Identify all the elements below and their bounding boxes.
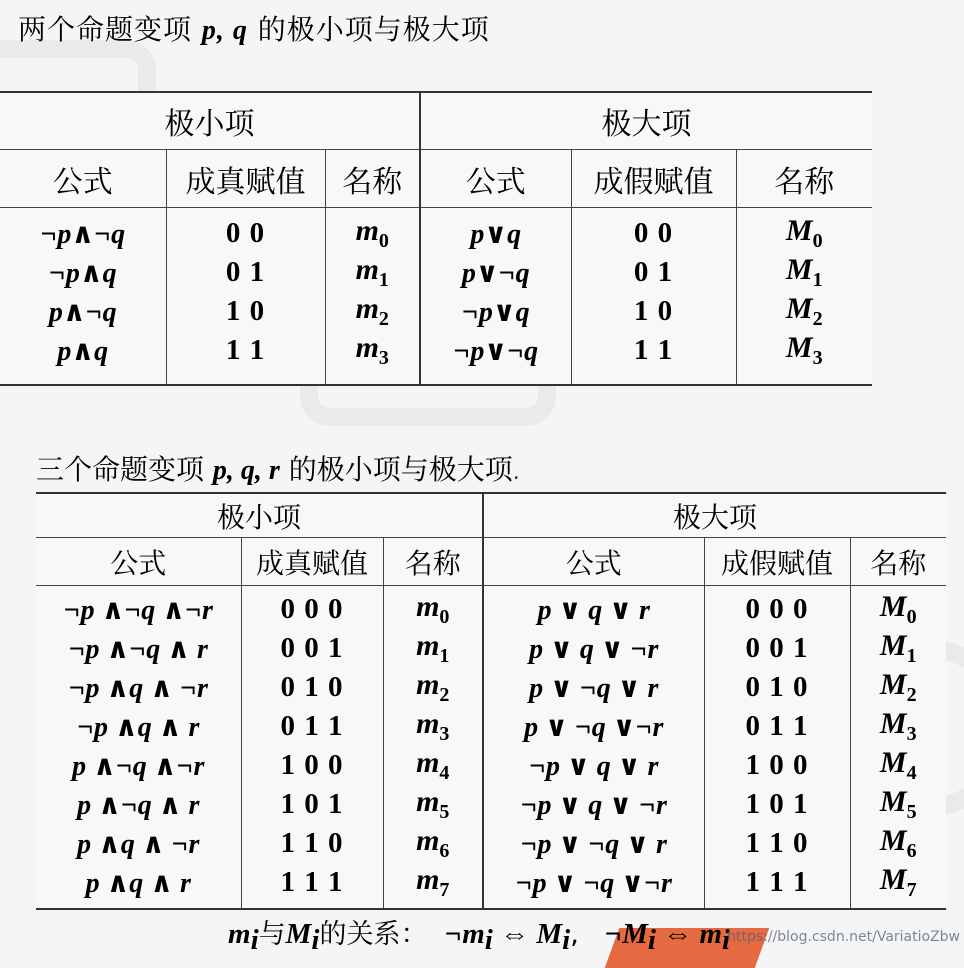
minterm-formula: p∧q <box>0 331 166 385</box>
minterm-formula: ¬p ∧q ∧ ¬r <box>68 672 208 704</box>
title-dot: . <box>512 460 520 485</box>
col-header-name: 名称 <box>383 538 483 586</box>
col-header-false-assignment: 成假赋值 <box>704 538 850 586</box>
minterm-name: $m_0$ <box>383 586 483 630</box>
minterm-formula: ¬p ∧q ∧ r <box>77 711 200 743</box>
table-row <box>0 208 872 254</box>
true-assignment: 0 1 1 <box>241 707 383 746</box>
minterm-formula: p ∧q ∧ ¬r <box>77 828 200 860</box>
col-header-formula: 公式 <box>420 150 571 208</box>
col-header-name: 名称 <box>850 538 946 586</box>
maxterm-name: $M_2$ <box>736 292 872 331</box>
maxterm-name: $M_1$ <box>736 253 872 292</box>
false-assignment: 0 1 <box>571 253 736 292</box>
title-suffix: 的极小项与极大项 <box>247 13 490 46</box>
maxterm-formula: ¬p ∨ q ∨ ¬r <box>483 785 704 824</box>
table-row <box>36 863 946 909</box>
minterm-formula: ¬p ∧¬q ∧¬r <box>63 594 213 626</box>
table-row <box>36 824 946 863</box>
false-assignment: 1 0 <box>571 292 736 331</box>
minterm-formula: p ∧¬q ∧ r <box>77 789 200 821</box>
minterm-name: $m_6$ <box>383 824 483 863</box>
maxterm-formula: ¬p∨¬q <box>420 331 571 385</box>
minterm-formula: ¬p∧q <box>48 257 117 289</box>
maxterm-name: $M_3$ <box>736 331 872 385</box>
minterm-name: $m_5$ <box>383 785 483 824</box>
col-header-name: 名称 <box>325 150 420 208</box>
true-assignment: 1 0 1 <box>241 785 383 824</box>
minterm-name: $m_1$ <box>383 629 483 668</box>
false-assignment: 0 1 1 <box>704 707 850 746</box>
table-row <box>36 707 946 746</box>
minterm-formula: ¬p ∧¬q ∧ r <box>68 633 208 665</box>
group-header-maxterms: 极大项 <box>483 493 946 538</box>
true-assignment: 0 0 <box>166 208 325 254</box>
minterm-name: $m_3$ <box>383 707 483 746</box>
col-header-formula: 公式 <box>36 538 241 586</box>
false-assignment: 0 0 <box>571 208 736 254</box>
true-assignment: 1 1 1 <box>241 863 383 909</box>
maxterm-name: $M_1$ <box>850 629 946 668</box>
maxterm-formula: ¬p∨q <box>420 292 571 331</box>
maxterm-name: $M_7$ <box>850 863 946 909</box>
minterm-formula: ¬p∧¬q <box>40 218 126 250</box>
group-header-maxterms: 极大项 <box>420 92 872 150</box>
maxterm-name: $M_0$ <box>736 208 872 254</box>
maxterm-formula: ¬p ∨ ¬q ∨¬r <box>483 863 704 909</box>
table-row <box>0 292 872 331</box>
section-title-two-variables <box>18 8 490 48</box>
maxterm-name: $M_0$ <box>850 586 946 630</box>
true-assignment: 1 1 <box>166 331 325 385</box>
col-header-formula: 公式 <box>483 538 704 586</box>
minterm-name: $m_1$ <box>325 253 420 292</box>
maxterm-formula: p ∨ ¬q ∨¬r <box>483 707 704 746</box>
section-title-three-variables <box>36 448 520 488</box>
minterm-name: $m_4$ <box>383 746 483 785</box>
maxterm-formula: p ∨ q ∨ ¬r <box>483 629 704 668</box>
maxterm-name: $M_6$ <box>850 824 946 863</box>
minterm-maxterm-table-three-variables <box>36 492 946 910</box>
maxterm-formula: ¬p ∨ ¬q ∨ r <box>483 824 704 863</box>
minterm-formula: p ∧¬q ∧¬r <box>72 750 205 782</box>
maxterm-formula: p ∨ ¬q ∨ r <box>483 668 704 707</box>
maxterm-name: $M_2$ <box>850 668 946 707</box>
table-row <box>36 629 946 668</box>
title-suffix: 的极小项与极大项 <box>279 453 513 486</box>
true-assignment: 1 0 0 <box>241 746 383 785</box>
table-row <box>36 785 946 824</box>
true-assignment: 0 1 0 <box>241 668 383 707</box>
minterm-formula: p ∧q ∧ r <box>36 863 241 909</box>
table-row <box>0 331 872 385</box>
true-assignment: 0 0 1 <box>241 629 383 668</box>
true-assignment: 1 0 <box>166 292 325 331</box>
col-header-true-assignment: 成真赋值 <box>241 538 383 586</box>
minterm-name: $m_7$ <box>383 863 483 909</box>
false-assignment: 1 1 0 <box>704 824 850 863</box>
false-assignment: 0 0 0 <box>704 586 850 630</box>
group-header-minterms: 极小项 <box>0 92 420 150</box>
false-assignment: 0 1 0 <box>704 668 850 707</box>
true-assignment: 0 0 0 <box>241 586 383 630</box>
minterm-name: $m_2$ <box>325 292 420 331</box>
title-prefix: 三个命题变项 <box>36 453 213 486</box>
maxterm-formula: p∨q <box>420 208 571 254</box>
false-assignment: 1 1 1 <box>704 863 850 909</box>
maxterm-formula: p ∨ q ∨ r <box>483 586 704 630</box>
col-header-formula: 公式 <box>0 150 166 208</box>
title-prefix: 两个命题变项 <box>18 13 202 46</box>
source-credit: https://blog.csdn.net/VariatioZbw <box>727 929 960 945</box>
relation-statement: $m_i$与$M_i$的关系： $\neg m_i$ ⇔ $M_i$, $\neg M_i$ ⇔ $m_i$ <box>228 918 731 956</box>
table-row <box>36 586 946 630</box>
minterm-name: $m_3$ <box>325 331 420 385</box>
maxterm-formula: p∨¬q <box>420 253 571 292</box>
table-row <box>36 668 946 707</box>
minterm-name: $m_2$ <box>383 668 483 707</box>
col-header-false-assignment: 成假赋值 <box>571 150 736 208</box>
minterm-formula: p∧¬q <box>48 296 117 328</box>
false-assignment: 1 0 1 <box>704 785 850 824</box>
maxterm-name: $M_4$ <box>850 746 946 785</box>
title-variables: p, q <box>201 15 248 46</box>
false-assignment: 1 0 0 <box>704 746 850 785</box>
minterm-maxterm-table-two-variables <box>0 91 872 386</box>
col-header-name: 名称 <box>736 150 872 208</box>
title-variables: p, q, r <box>212 455 280 486</box>
maxterm-formula: ¬p ∨ q ∨ r <box>483 746 704 785</box>
minterm-name: $m_0$ <box>325 208 420 254</box>
col-header-true-assignment: 成真赋值 <box>166 150 325 208</box>
maxterm-name: $M_5$ <box>850 785 946 824</box>
table-row <box>36 746 946 785</box>
maxterm-name: $M_3$ <box>850 707 946 746</box>
false-assignment: 0 0 1 <box>704 629 850 668</box>
false-assignment: 1 1 <box>571 331 736 385</box>
true-assignment: 0 1 <box>166 253 325 292</box>
true-assignment: 1 1 0 <box>241 824 383 863</box>
group-header-minterms: 极小项 <box>36 493 483 538</box>
table-row <box>0 253 872 292</box>
